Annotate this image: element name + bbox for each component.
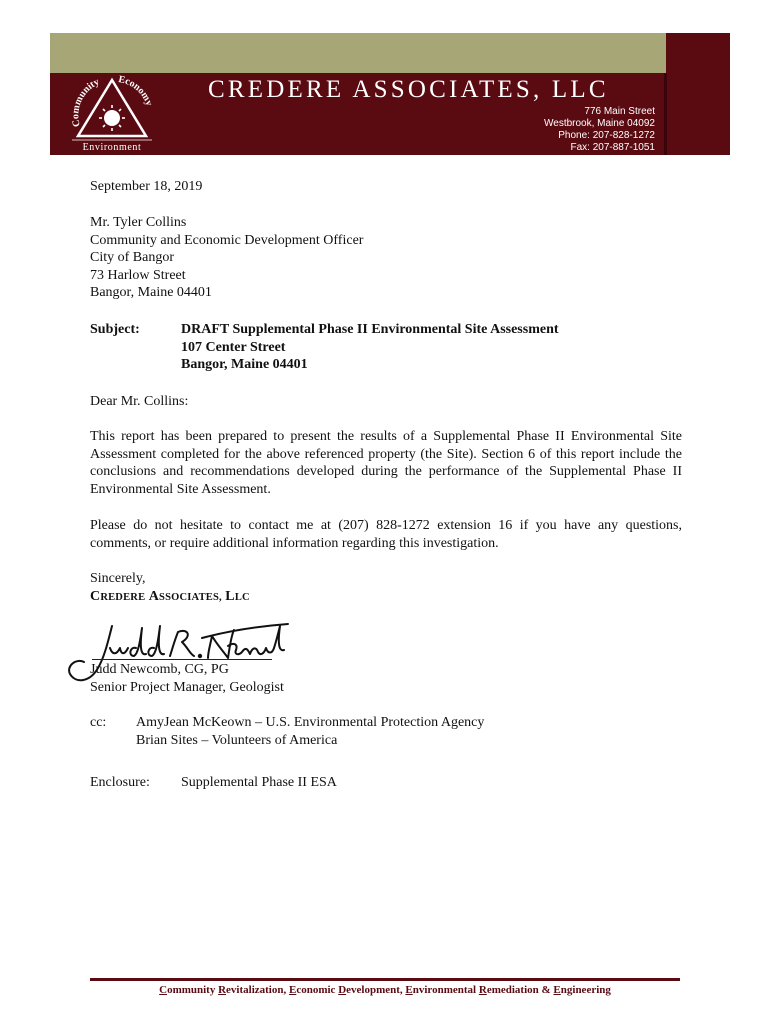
address-city: Westbrook, Maine 04092 bbox=[544, 118, 655, 129]
footer-rule bbox=[90, 978, 680, 981]
footer-tagline: Community Revitalization, Economic Development, Environmental Remediation & Engineering bbox=[159, 984, 611, 996]
subject-street: 107 Center Street bbox=[181, 339, 286, 355]
recipient-address bbox=[90, 214, 363, 302]
letterhead-divider bbox=[664, 73, 667, 155]
signature-line bbox=[92, 659, 272, 660]
company-name: CREDERE ASSOCIATES, LLC bbox=[208, 76, 609, 103]
recipient-organization: City of Bangor bbox=[90, 250, 174, 265]
subject-lines bbox=[181, 321, 559, 374]
recipient-name: Mr. Tyler Collins bbox=[90, 215, 187, 230]
firm-signature: CREDERE ASSOCIATES, LLC bbox=[90, 589, 250, 604]
body-paragraph-1: This report has been prepared to present the results of a Supplemental Phase II Environmental Site Assessment completed for the above referenced property (the Site). Section 6 of this report include the conclusions and recommendations developed during the performance of the Supplemental Phase II Environmental Site Assessment. bbox=[90, 429, 682, 497]
address-fax: Fax: 207-887-1051 bbox=[570, 142, 655, 153]
salutation: Dear Mr. Collins: bbox=[90, 394, 189, 409]
enclosure-label: Enclosure: bbox=[90, 775, 150, 790]
cc-list bbox=[136, 714, 484, 749]
closing: Sincerely, bbox=[90, 571, 146, 586]
subject-title: DRAFT Supplemental Phase II Environmental Site Assessment bbox=[181, 322, 559, 337]
cc-recipient-2: Brian Sites – Volunteers of America bbox=[136, 732, 338, 748]
recipient-title: Community and Economic Development Officer bbox=[90, 232, 364, 248]
letter-date: September 18, 2019 bbox=[90, 179, 203, 194]
address-phone: Phone: 207-828-1272 bbox=[558, 130, 655, 141]
logo-word-economy: Economy bbox=[117, 74, 155, 108]
company-logo bbox=[62, 70, 162, 154]
address-street: 776 Main Street bbox=[584, 106, 655, 117]
signer-title: Senior Project Manager, Geologist bbox=[90, 680, 284, 695]
enclosure-text: Supplemental Phase II ESA bbox=[181, 775, 337, 790]
body-paragraph-2: Please do not hesitate to contact me at (207) 828-1272 extension 16 if you have any questions, comments, or require additional information regarding this investigation. bbox=[90, 518, 682, 551]
recipient-street: 73 Harlow Street bbox=[90, 267, 186, 283]
recipient-city: Bangor, Maine 04401 bbox=[90, 285, 212, 300]
letterhead-olive-band bbox=[50, 33, 668, 73]
subject-city: Bangor, Maine 04401 bbox=[181, 357, 308, 372]
cc-label: cc: bbox=[90, 715, 107, 730]
logo-word-environment: Environment bbox=[82, 142, 142, 153]
svg-text:Economy bbox=[117, 74, 154, 107]
company-address bbox=[544, 106, 655, 154]
letterhead-corner-block bbox=[666, 33, 730, 73]
cc-recipient-1: AmyJean McKeown – U.S. Environmental Protection Agency bbox=[136, 715, 485, 730]
logo-word-community: Community bbox=[70, 76, 102, 128]
subject-label: Subject: bbox=[90, 322, 140, 337]
signer-name: Judd Newcomb, CG, PG bbox=[90, 662, 229, 677]
